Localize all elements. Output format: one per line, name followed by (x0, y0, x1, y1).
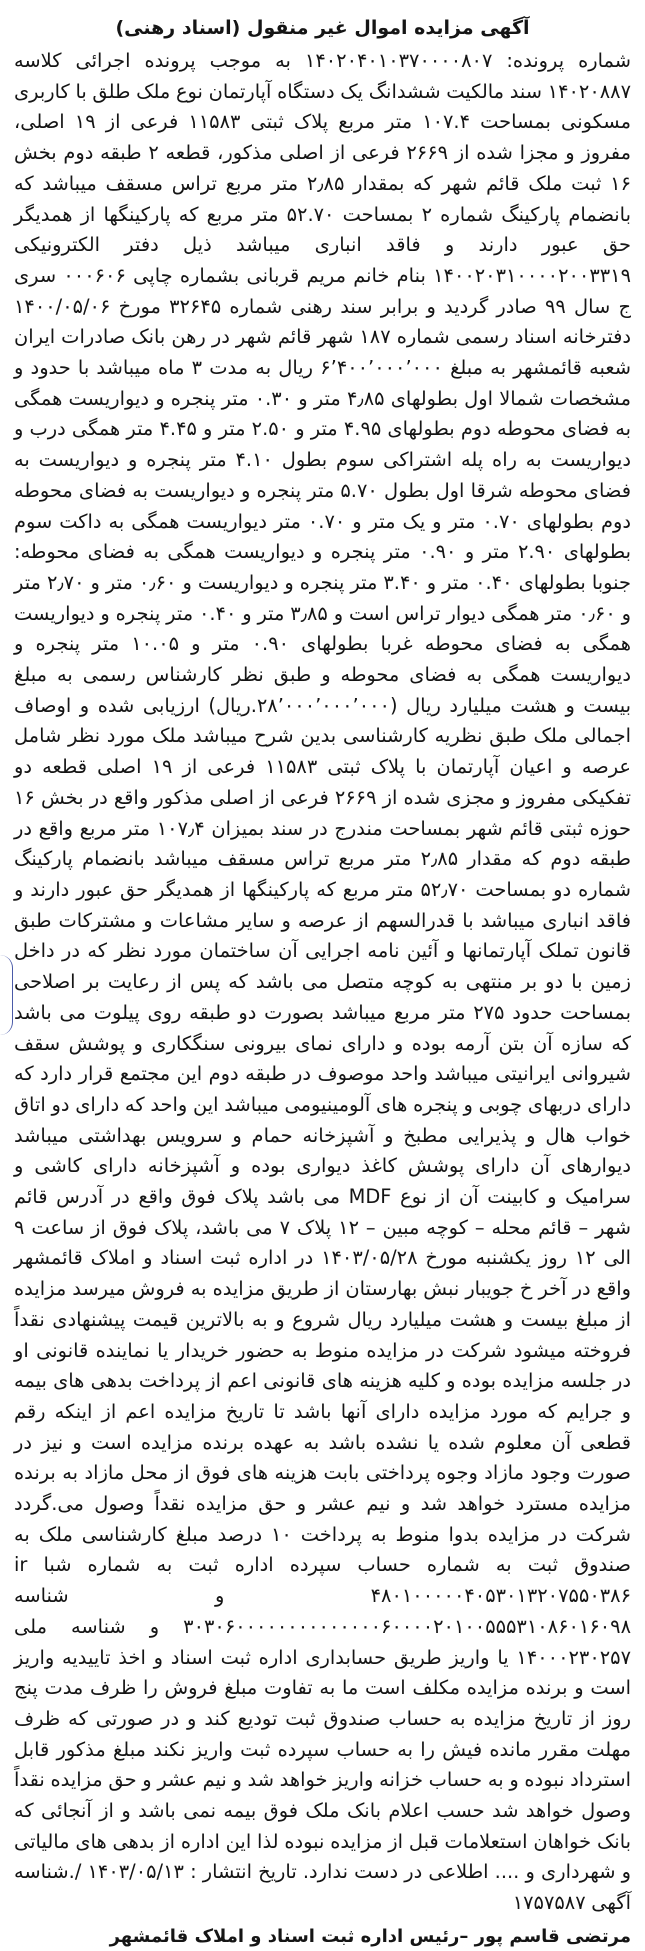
notice-body: شماره پرونده: ۱۴۰۲۰۴۰۱۰۳۷۰۰۰۰۸۰۷ به موجب پرونده اجرائی کلاسه ۱۴۰۲۰۸۸۷ سند مالکیت ششدانگ یک دستگاه آپارتمان نوع ملک طلق با کاربری مسکونی بمساحت ۱۰۷.۴ متر مربع پلاک ثبتی ۱۱۵۸۳ فرعی از ۱۹ اصلی، مفروز و مجزا شده از ۲۶۶۹ فرعی از اصلی مذکور، قطعه ۲ طبقه دوم بخش ۱۶ ثبت ملک قائم شهر که بمقدار ۲٫۸۵ متر مربع تراس مسقف میباشد که بانضمام پارکینگ شماره ۲ بمساحت ۵۲.۷۰ متر مربع که پارکینگها از همدیگر حق عبور دارند و فاقد انباری میباشد ذیل دفتر الکترونیکی ۱۴۰۰۲۰۳۱۰۰۰۰۲۰۰۳۳۱۹ بنام خانم مریم قربانی بشماره چاپی ۰۰۰۶۰۶ سری ج سال ۹۹ صادر گردید و برابر سند رهنی شماره ۳۲۶۴۵ مورخ ۱۴۰۰/۰۵/۰۶ دفترخانه اسناد رسمی شماره ۱۸۷ شهر قائم شهر در رهن بانک صادرات ایران شعبه قائمشهر به مبلغ ۶٬۴۰۰٬۰۰۰٬۰۰۰ ریال به مدت ۳ ماه میباشد با حدود و مشخصات شمالا اول بطولهای ۴٫۸۵ متر و ۰.۳۰ متر پنجره و دیواریست همگی به فضای محوطه دوم بطولهای ۴.۹۵ متر و ۲.۵۰ متر و ۴.۴۵ متر همگی درب و دیواریست به راه پله اشتراکی سوم بطول ۴.۱۰ متر پنجره و دیواریست به فضای محوطه شرقا اول بطول ۵.۷۰ متر پنجره و دیواریست به فضای محوطه دوم بطولهای ۰.۷۰ متر و یک متر و ۰.۷۰ متر دیواریست همگی به داکت سوم بطولهای ۲.۹۰ متر و ۰.۹۰ متر پنجره و دیواریست همگی به فضای محوطه: جنوبا بطولهای ۰.۴۰ متر و ۳.۴۰ متر پنجره و دیواریست و ۰٫۶۰ متر و ۲٫۷۰ متر و ۰٫۶۰ متر همگی دیوار تراس است و ۳٫۸۵ متر و ۰.۴۰ متر پنجره و دیواریست همگی به فضای محوطه غربا بطولهای ۰.۹۰ متر و ۱۰.۰۵ متر پنجره و دیواریست همگی به فضای محوطه و طبق نظر کارشناس رسمی به مبلغ بیست و هشت میلیارد ریال (۲۸٬۰۰۰٬۰۰۰٬۰۰۰.ریال) ارزیابی شده و اوصاف اجمالی ملک طبق نظریه کارشناسی بدین شرح میباشد ملک مورد نظر شامل عرصه و اعیان آپارتمان با پلاک ثبتی ۱۱۵۸۳ فرعی از ۱۹ اصلی قطعه دو تفکیکی مفروز و مجزی شده از ۲۶۶۹ فرعی از اصلی مذکور واقع در بخش ۱۶ حوزه ثبتی قائم شهر بمساحت مندرج در سند بمیزان ۱۰۷٫۴ متر مربع واقع در طبقه دوم که مقدار ۲٫۸۵ متر مربع تراس مسقف میباشد بانضمام پارکینگ شماره دو بمساحت ۵۲٫۷۰ متر مربع که پارکینگها از همدیگر حق عبور دارند و فاقد انباری میباشد با قدرالسهم از عرصه و سایر مشاعات و مشترکات طبق قانون تملک آپارتمانها و آئین نامه اجرایی آن ساختمان مورد نظر که در داخل زمین با دو بر منتهی به کوچه متصل می باشد که پس از رعایت بر اصلاحی بمساحت حدود ۲۷۵ متر مربع میباشد بصورت دو طبقه روی پیلوت می باشد که سازه آن بتن آرمه بوده و دارای نمای بیرونی سنگکاری و پوشش سقف شیروانی ایرانیتی میباشد واحد موصوف در طبقه دوم این مجتمع قرار دارد که دارای دربهای چوبی و پنجره های آلومینیومی میباشد این واحد که دارای دو اتاق خواب هال و پذیرایی مطبخ و آشپزخانه حمام و سرویس بهداشتی میباشد دیوارهای آن دارای پوشش کاغذ دیواری بوده و آشپزخانه دارای کاشی و سرامیک و کابینت آن از نوع MDF می باشد پلاک فوق واقع در آدرس قائم شهر – قائم محله – کوچه مبین – ۱۲ پلاک ۷ می باشد، پلاک فوق از ساعت ۹ الی ۱۲ روز یکشنبه مورخ ۱۴۰۳/۰۵/۲۸ در اداره ثبت اسناد و املاک قائمشهر واقع در آخر خ جویبار نبش بهارستان از طریق مزایده به فروش میرسد مزایده از مبلغ بیست و هشت میلیارد ریال شروع و به بالاترین قیمت پیشنهادی نقداً فروخته میشود شرکت در مزایده منوط به حضور خریدار یا نماینده قانونی او در جلسه مزایده بوده و کلیه هزینه های قانونی اعم از پرداخت بدهی های بیمه و جرایم که مورد مزایده دارای آنها باشد تا تاریخ مزایده اعم از اینکه رقم قطعی آن معلوم شده یا نشده باشد به عهده برنده مزایده است و نیز در صورت وجود مازاد وجوه پرداختی بابت هزینه های فوق از محل مازاد به برنده مزایده مسترد خواهد شد و نیم عشر و حق مزایده نقداً وصول می.گردد شرکت در مزایده بدوا منوط به پرداخت ۱۰ درصد مبلغ کارشناسی ملک به صندوق ثبت به شماره حساب سپرده اداره ثبت به شماره شبا ir ۴۸۰۱۰۰۰۰۰۴۰۵۳۰۱۳۲۰۷۵۵۰۳۸۶ و شناسه ۳۰۳۰۶۰۰۰۰۰۰۰۰۰۰۰۰۰۰۶۰۰۰۰۲۰۱۰۰۵۵۵۳۱۰۸۶۰۱۶۰۹۸ و شناسه ملی ۱۴۰۰۰۲۳۰۲۵۷ یا واریز طریق حسابداری اداره ثبت اسناد و اخذ تاییدیه واریز است و برنده مزایده مکلف است ما به تفاوت مبلغ فروش را ظرف مدت پنج روز از تاریخ مزایده به حساب صندوق ثبت تودیع کند و در صورتی که ظرف مهلت مقرر مانده فیش را به حساب سپرده ثبت واریز نکند مبلغ مذکور قابل استرداد نبوده و به حساب خزانه واریز خواهد شد و نیم عشر و حق مزایده نقداً وصول خواهد شد حسب اعلام بانک ملک فوق بیمه نمی باشد و از آنجائی که بانک خواهان استعلامات قبل از مزایده نبوده لذا این اداره از بدهی های مالیاتی و شهرداری و .... اطلاعی در دست ندارد. تاریخ انتشار : ۱۴۰۳/۰۵/۱۳ /.شناسه آگهی ۱۷۵۷۵۸۷ (14, 49, 632, 1915)
notice-title: آگهی مزایده اموال غیر منقول (اسناد رهنی) (115, 17, 530, 39)
pen-mark (0, 955, 13, 1035)
notice-signature: مرتضی قاسم پور –رئیس اداره ثبت اسناد و املاک قائمشهر (109, 1925, 631, 1947)
